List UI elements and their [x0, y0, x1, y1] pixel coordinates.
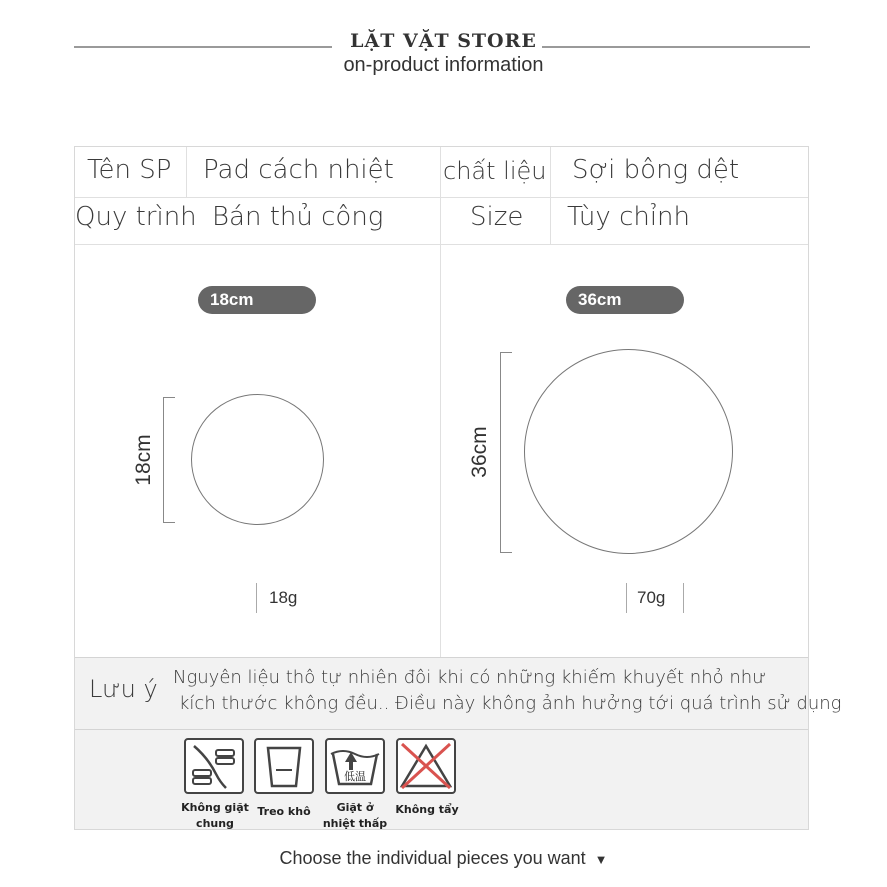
spec-col-divider-1 — [186, 147, 187, 197]
spec-material-label: chất liệu — [443, 157, 547, 185]
spec-size-label: Size — [470, 202, 524, 232]
weight-value-small: 18g — [269, 588, 298, 607]
note-line-1: Nguyên liệu thô tự nhiên đôi khi có những khiếm khuyết nhỏ như — [173, 667, 767, 688]
no-bleach-icon — [396, 738, 456, 794]
footer-cta[interactable] — [0, 848, 887, 869]
footer-text: Choose the individual pieces you want — [279, 848, 586, 868]
note-top-line — [75, 657, 808, 658]
care-label-low-temp — [316, 800, 394, 832]
pad-circle-large — [524, 349, 733, 554]
info-subtitle: on-product information — [343, 54, 544, 76]
spec-process-label: Quy trình — [75, 202, 197, 232]
weight-tag-small — [256, 583, 314, 613]
spec-name-label: Tên SP — [87, 155, 172, 185]
care-label-no-mixed-wash — [176, 800, 254, 832]
spec-col-divider-3 — [550, 147, 551, 244]
pad-circle-small — [191, 394, 324, 525]
width-badge-small: 18cm — [198, 286, 316, 314]
care-label-line: chung — [196, 817, 234, 830]
care-label-line: Treo khô — [257, 805, 311, 818]
care-label-line: Giặt ở — [336, 801, 374, 814]
height-bracket-large — [500, 352, 512, 553]
spec-material-value: Sợi bông dệt — [572, 155, 740, 185]
height-label-large: 36cm — [468, 426, 491, 478]
hang-dry-icon — [254, 738, 314, 794]
care-label-no-bleach — [388, 802, 466, 818]
care-label-hang-dry — [248, 804, 320, 820]
weight-tag-edge-right — [683, 583, 684, 613]
note-label: Lưu ý — [89, 675, 158, 703]
weight-tag-edge — [256, 583, 257, 613]
spec-row-divider — [75, 197, 808, 198]
spec-table-bottom — [75, 244, 808, 245]
note-line-2: kích thước không đều.. Điều này không ảnh hưởng tới quá trình sử dụng — [179, 693, 842, 714]
spec-col-divider-2 — [440, 147, 441, 657]
low-temp-wash-icon — [325, 738, 385, 794]
height-bracket-small — [163, 397, 175, 523]
store-name: LẶT VẶT STORE — [350, 30, 537, 52]
height-label-small: 18cm — [132, 434, 155, 486]
width-badge-large: 36cm — [566, 286, 684, 314]
spec-process-value: Bán thủ công — [212, 202, 384, 232]
care-label-line: Không tẩy — [395, 803, 459, 816]
low-temp-icon-text: 低温 — [344, 770, 366, 783]
no-mixed-wash-icon — [184, 738, 244, 794]
care-label-line: nhiệt thấp — [322, 817, 388, 830]
weight-tag-edge-left — [626, 583, 627, 613]
chevron-down-icon: ▼ — [594, 852, 608, 867]
weight-value-large: 70g — [637, 588, 666, 607]
spec-size-value: Tùy chỉnh — [567, 202, 691, 232]
spec-name-value: Pad cách nhiệt — [203, 155, 394, 185]
weight-tag-large — [626, 583, 684, 613]
care-label-line: Không giặt — [181, 801, 249, 814]
